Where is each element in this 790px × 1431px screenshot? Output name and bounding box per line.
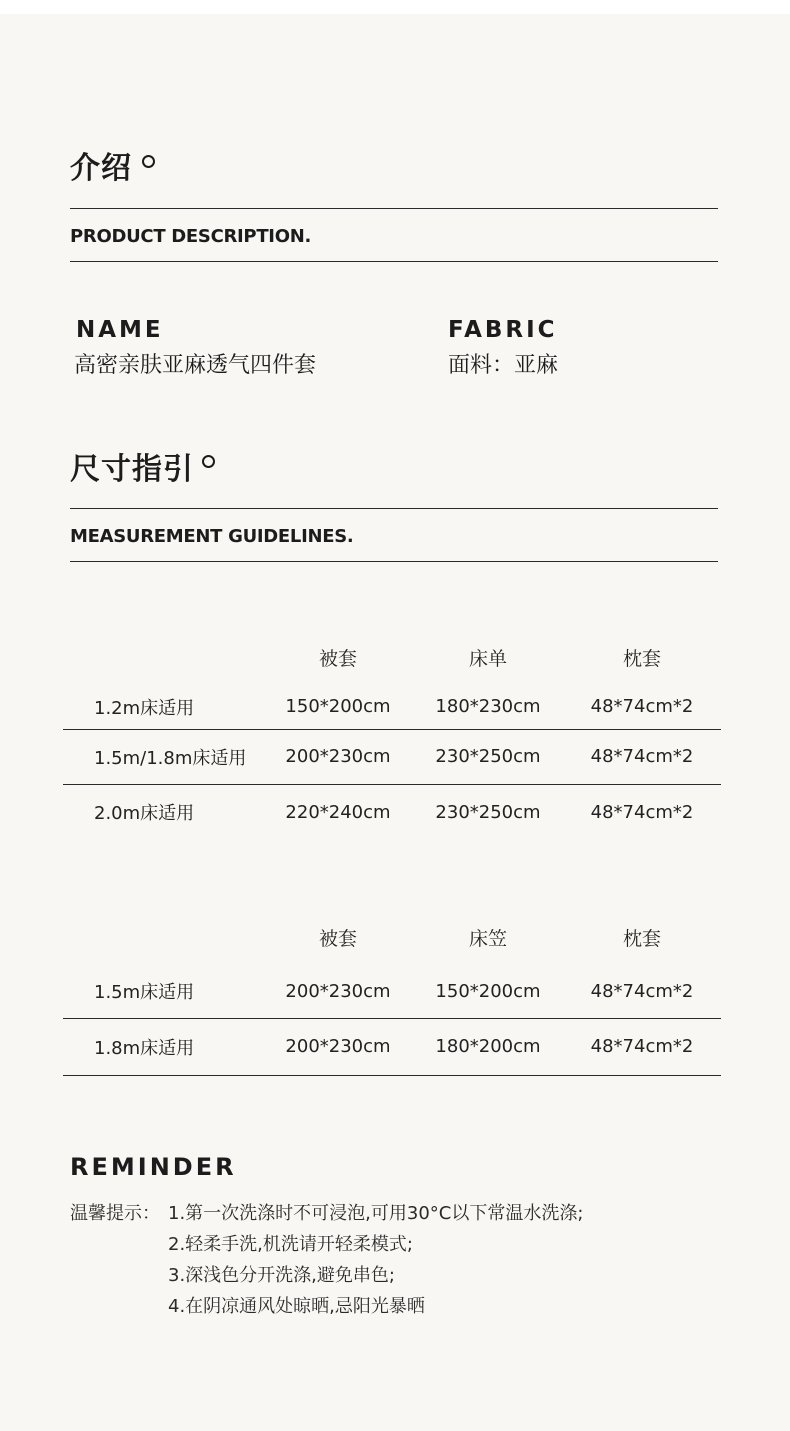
table-cell: 48*74cm*2	[563, 729, 721, 784]
reminder-item: 4.在阴凉通风处晾晒,忌阳光暴晒	[168, 1296, 425, 1317]
table-cell: 2.0m床适用	[94, 803, 195, 825]
table-cell: 48*74cm*2	[563, 685, 721, 729]
measurement-title: 尺寸指引	[70, 452, 194, 487]
table-cell: 230*250cm	[413, 729, 563, 784]
table-cell: 150*200cm	[413, 965, 563, 1018]
table-cell: 48*74cm*2	[590, 801, 694, 823]
divider	[70, 208, 718, 209]
divider	[70, 261, 718, 262]
table-cell: 180*230cm	[413, 685, 563, 729]
reminder-prefix: 温馨提示：	[70, 1203, 160, 1224]
table-cell: 150*200cm	[263, 685, 413, 729]
table-header-row	[63, 630, 721, 685]
reminder-title: REMINDER	[70, 1153, 237, 1181]
table-row	[63, 685, 721, 729]
fabric-value: 面料：亚麻	[448, 353, 559, 378]
intro-title: 介绍	[70, 151, 132, 186]
table-cell: 200*230cm	[263, 729, 413, 784]
header-cell: 床单	[468, 648, 507, 670]
table-cell: 220*240cm	[285, 801, 391, 823]
header-cell: 枕套	[622, 928, 661, 950]
table-row	[63, 729, 721, 784]
degree-mark-icon	[142, 155, 155, 168]
divider	[70, 508, 718, 509]
intro-subtitle: PRODUCT DESCRIPTION.	[70, 226, 312, 247]
name-value: 高密亲肤亚麻透气四件套	[74, 353, 317, 378]
table-cell: 1.5m床适用	[63, 965, 263, 1018]
degree-mark-icon	[202, 455, 215, 468]
header-cell	[63, 910, 263, 965]
reminder-item: 1.第一次洗涤时不可浸泡,可用30°C以下常温水洗涤;	[168, 1203, 584, 1224]
header-cell: 被套	[318, 648, 357, 670]
table-cell: 180*200cm	[413, 1018, 563, 1075]
size-table-1	[63, 630, 721, 840]
header-cell: 枕套	[622, 648, 661, 670]
header-cell: 床笠	[468, 928, 507, 950]
table-row	[63, 965, 721, 1018]
reminder-item: 3.深浅色分开洗涤,避免串色;	[168, 1265, 395, 1286]
top-band	[0, 0, 790, 14]
table-cell: 1.5m/1.8m床适用	[63, 729, 263, 784]
table-cell: 48*74cm*2	[563, 965, 721, 1018]
table-header-row	[63, 910, 721, 965]
name-label: NAME	[76, 317, 164, 343]
table-cell: 1.2m床适用	[63, 685, 263, 729]
table-cell: 230*250cm	[435, 801, 541, 823]
header-cell	[63, 630, 263, 685]
reminder-item: 2.轻柔手洗,机洗请开轻柔模式;	[168, 1234, 413, 1255]
header-cell: 被套	[318, 928, 357, 950]
table-cell: 200*230cm	[263, 965, 413, 1018]
size-table-2	[63, 910, 721, 1076]
measurement-subtitle: MEASUREMENT GUIDELINES.	[70, 526, 354, 547]
table-cell: 1.8m床适用	[63, 1018, 263, 1075]
fabric-label: FABRIC	[448, 317, 558, 343]
table-row	[63, 784, 721, 840]
divider	[70, 561, 718, 562]
table-row	[63, 1018, 721, 1075]
table-cell: 200*230cm	[263, 1018, 413, 1075]
table-cell: 48*74cm*2	[563, 1018, 721, 1075]
